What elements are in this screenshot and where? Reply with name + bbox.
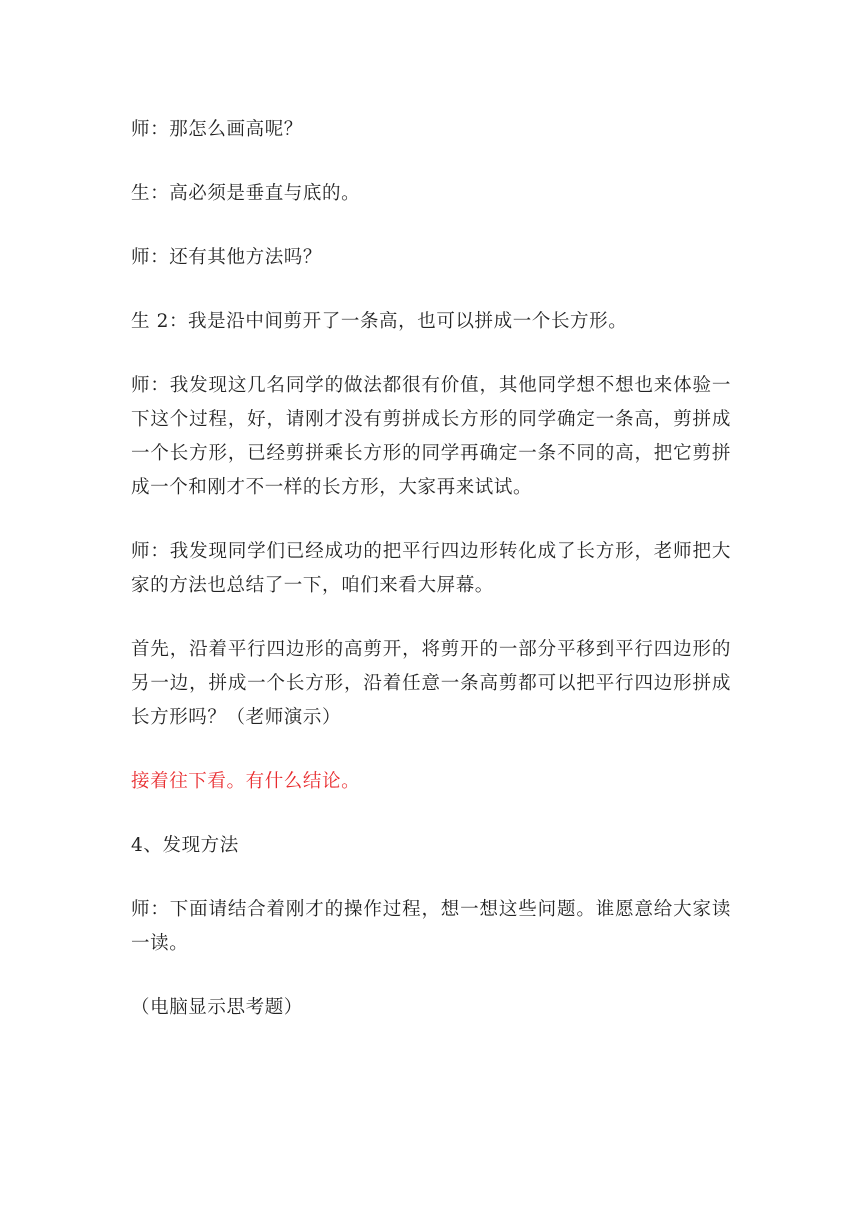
paragraph-teacher-how-draw-height: 师：那怎么画高呢？	[131, 119, 303, 140]
paragraph-first-cut-along-height: 首先，沿着平行四边形的高剪开，将剪开的一部分平移到平行四边形的另一边，拼成一个长方形，沿着任意一条高剪都可以把平行四边形拼成长方形吗？（老师演示）	[131, 639, 731, 728]
document-body	[131, 113, 731, 1025]
paragraph-student-perpendicular: 生：高必须是垂直与底的。	[131, 183, 361, 204]
paragraph-teacher-other-methods: 师：还有其他方法吗？	[131, 247, 323, 268]
paragraph-teacher-try-again: 师：我发现这几名同学的做法都很有价值，其他同学想不想也来体验一下这个过程，好，请刚才没有剪拼成长方形的同学确定一条高，剪拼成一个长方形，已经剪拼乘长方形的同学再确定一条不同的高，把它剪拼成一个和刚才不一样的长方形，大家再来试试。	[131, 375, 731, 498]
section-heading-discover-method: 4、发现方法	[131, 835, 239, 856]
paragraph-computer-shows-questions: （电脑显示思考题）	[131, 997, 303, 1018]
paragraph-teacher-think-questions: 师：下面请结合着刚才的操作过程，想一想这些问题。谁愿意给大家读一读。	[131, 899, 731, 954]
paragraph-teacher-summary: 师：我发现同学们已经成功的把平行四边形转化成了长方形，老师把大家的方法也总结了一下，咱们来看大屏幕。	[131, 541, 731, 596]
paragraph-continue-conclusion: 接着往下看。有什么结论。	[131, 771, 361, 792]
paragraph-student2-cut-middle: 生 2：我是沿中间剪开了一条高，也可以拼成一个长方形。	[131, 311, 628, 332]
